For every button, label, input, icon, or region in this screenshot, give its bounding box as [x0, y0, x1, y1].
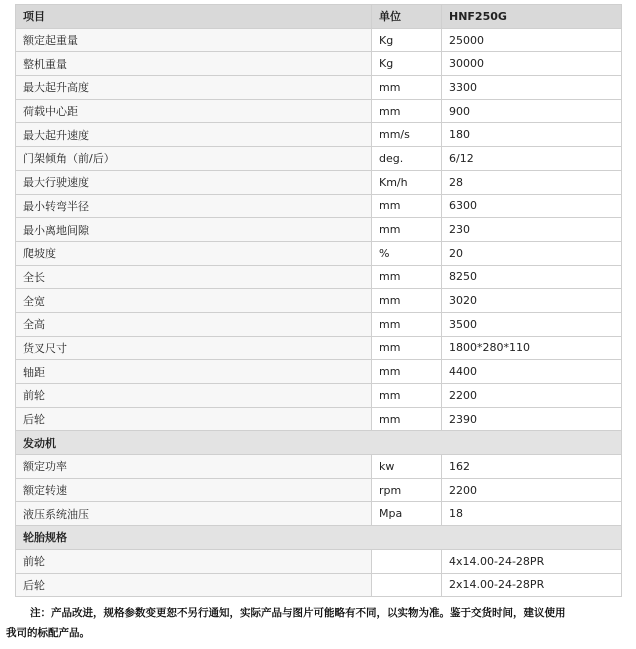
value-cell: 8250 [442, 265, 622, 289]
value-cell: 162 [442, 455, 622, 479]
table-row [16, 76, 622, 100]
unit-cell: Kg [372, 52, 442, 76]
value-cell: 180 [442, 123, 622, 147]
unit-cell: mm [372, 312, 442, 336]
unit-cell: mm [372, 76, 442, 100]
unit-cell: deg. [372, 147, 442, 171]
unit-cell: % [372, 241, 442, 265]
value-cell: 4x14.00-24-28PR [442, 549, 622, 573]
unit-cell: mm [372, 289, 442, 313]
item-cell: 最小转弯半径 [16, 194, 372, 218]
header-item: 项目 [16, 5, 372, 29]
table-row [16, 241, 622, 265]
item-cell: 荷载中心距 [16, 99, 372, 123]
table-row [16, 407, 622, 431]
unit-cell [372, 573, 442, 597]
unit-cell: mm [372, 360, 442, 384]
unit-cell: mm [372, 99, 442, 123]
table-row [16, 289, 622, 313]
unit-cell: mm [372, 194, 442, 218]
value-cell: 2x14.00-24-28PR [442, 573, 622, 597]
table-row [16, 218, 622, 242]
table-row [16, 147, 622, 171]
value-cell: 230 [442, 218, 622, 242]
item-cell: 门架倾角（前/后） [16, 147, 372, 171]
unit-cell: mm [372, 265, 442, 289]
value-cell: 1800*280*110 [442, 336, 622, 360]
value-cell: 3500 [442, 312, 622, 336]
table-row [16, 478, 622, 502]
value-cell: 2390 [442, 407, 622, 431]
value-cell: 6/12 [442, 147, 622, 171]
item-cell: 全宽 [16, 289, 372, 313]
item-cell: 前轮 [16, 549, 372, 573]
unit-cell: Kg [372, 28, 442, 52]
item-cell: 额定起重量 [16, 28, 372, 52]
spec-table [15, 4, 622, 597]
unit-cell: rpm [372, 478, 442, 502]
value-cell: 25000 [442, 28, 622, 52]
unit-cell: Mpa [372, 502, 442, 526]
item-cell: 液压系统油压 [16, 502, 372, 526]
unit-cell: mm [372, 218, 442, 242]
table-row [16, 502, 622, 526]
table-row [16, 360, 622, 384]
value-cell: 20 [442, 241, 622, 265]
table-row [16, 123, 622, 147]
unit-cell [372, 549, 442, 573]
item-cell: 最小离地间隙 [16, 218, 372, 242]
value-cell: 2200 [442, 478, 622, 502]
table-row [16, 28, 622, 52]
table-row [16, 573, 622, 597]
table-row [16, 336, 622, 360]
footnote [6, 603, 624, 643]
item-cell: 最大起升速度 [16, 123, 372, 147]
item-cell: 轴距 [16, 360, 372, 384]
item-cell: 最大行驶速度 [16, 170, 372, 194]
header-unit: 单位 [372, 5, 442, 29]
item-cell: 额定功率 [16, 455, 372, 479]
unit-cell: mm [372, 336, 442, 360]
value-cell: 30000 [442, 52, 622, 76]
item-cell: 后轮 [16, 573, 372, 597]
spec-table-body [16, 5, 622, 597]
item-cell: 最大起升高度 [16, 76, 372, 100]
value-cell: 3300 [442, 76, 622, 100]
item-cell: 全长 [16, 265, 372, 289]
item-cell: 前轮 [16, 384, 372, 408]
section-title: 发动机 [16, 431, 622, 455]
item-cell: 全高 [16, 312, 372, 336]
table-row [16, 170, 622, 194]
table-row [16, 265, 622, 289]
value-cell: 28 [442, 170, 622, 194]
section-header-tires [16, 526, 622, 550]
table-row [16, 455, 622, 479]
unit-cell: mm [372, 407, 442, 431]
value-cell: 6300 [442, 194, 622, 218]
table-row [16, 384, 622, 408]
table-row [16, 99, 622, 123]
unit-cell: mm/s [372, 123, 442, 147]
value-cell: 18 [442, 502, 622, 526]
table-row [16, 549, 622, 573]
table-header-row [16, 5, 622, 29]
value-cell: 3020 [442, 289, 622, 313]
section-title: 轮胎规格 [16, 526, 622, 550]
item-cell: 额定转速 [16, 478, 372, 502]
footnote-line-2: 我司的标配产品。 [6, 627, 90, 639]
table-row [16, 52, 622, 76]
table-row [16, 312, 622, 336]
item-cell: 货叉尺寸 [16, 336, 372, 360]
footnote-line-1: 注：产品改进，规格参数变更恕不另行通知，实际产品与图片可能略有不同，以实物为准。鉴于交货时间，建议使用 [30, 607, 566, 619]
item-cell: 后轮 [16, 407, 372, 431]
unit-cell: mm [372, 384, 442, 408]
value-cell: 900 [442, 99, 622, 123]
header-model: HNF250G [442, 5, 622, 29]
value-cell: 4400 [442, 360, 622, 384]
unit-cell: Km/h [372, 170, 442, 194]
table-row [16, 194, 622, 218]
section-header-engine [16, 431, 622, 455]
item-cell: 爬坡度 [16, 241, 372, 265]
value-cell: 2200 [442, 384, 622, 408]
item-cell: 整机重量 [16, 52, 372, 76]
unit-cell: kw [372, 455, 442, 479]
